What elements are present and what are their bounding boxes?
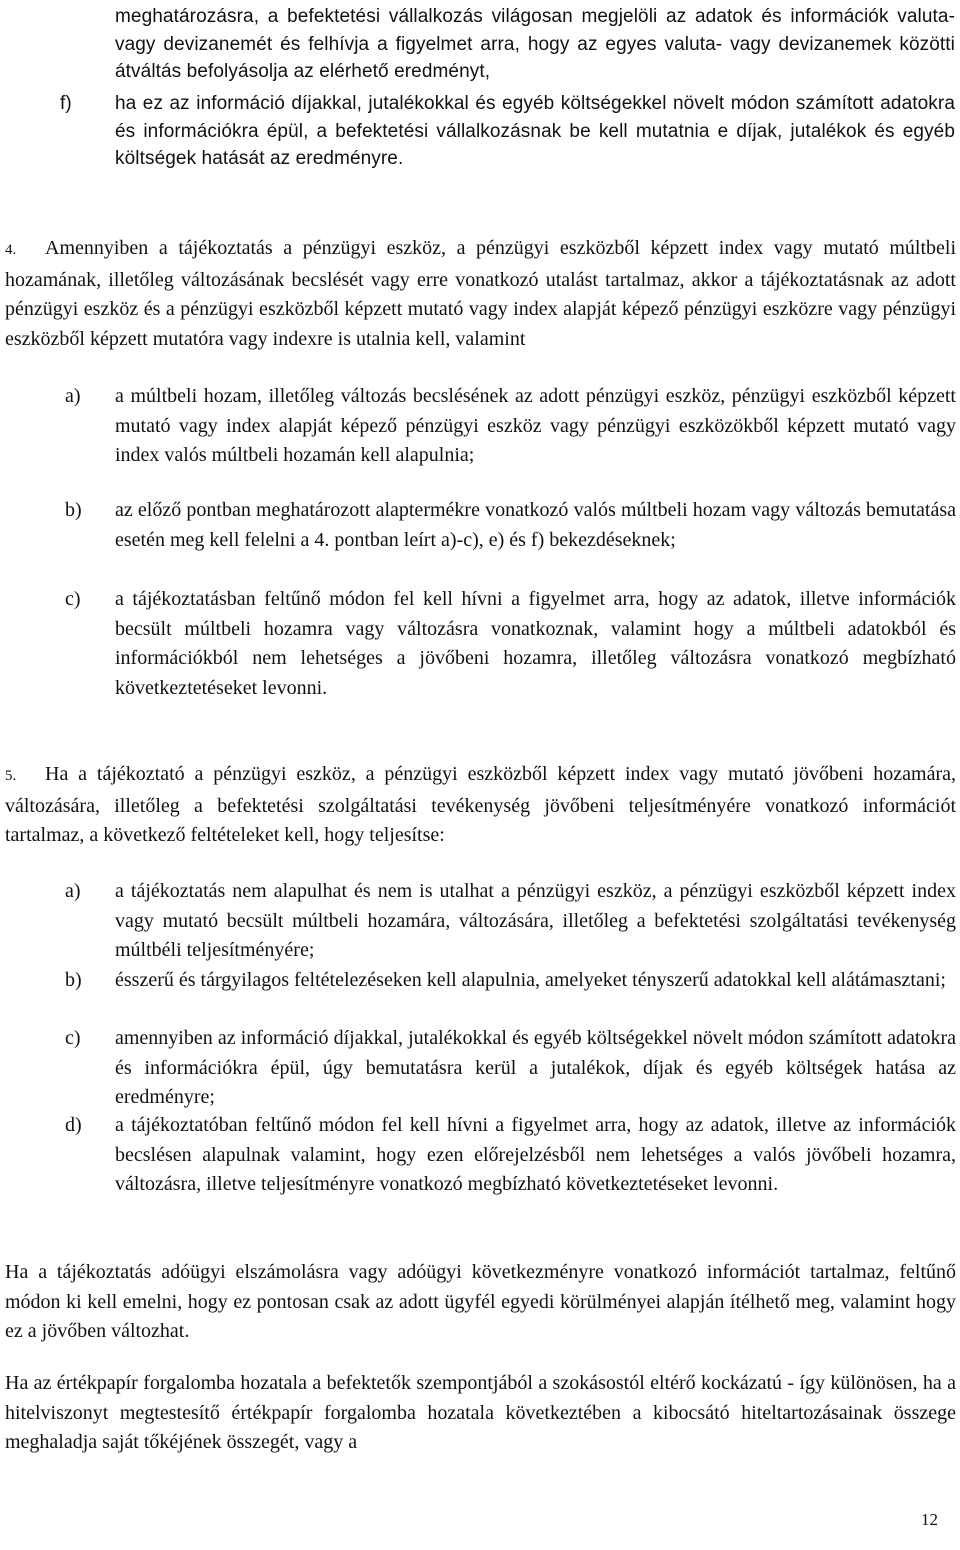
paragraph-text: Ha az értékpapír forgalomba hozatala a befektetők szempontjából a szokásostól eltérő kockázatú - így különösen, ha a hitelviszonyt megtestesítő értékpapír forgalomba hozatala következtében a kibocsátó hiteltartozásainak összege meghaladja saját tőkéjének összegét, vagy a xyxy=(5,1372,956,1454)
section3-continuation-text: meghatározásra, a befektetési vállalkozás világosan megjelöli az adatok és információk valuta- vagy devizanemét és felhívja a figyelmet arra, hogy az egyes valuta- vagy devizanemek közötti átváltás befolyásolja az elérhető eredményt, xyxy=(115,6,955,83)
section4-intro xyxy=(5,234,956,354)
section4-item-c xyxy=(62,585,956,703)
section-intro-text: Ha a tájékoztató a pénzügyi eszköz, a pénzügyi eszközből képzett index vagy mutató jövőbeni hozamára, változására, illetőleg a befektetési szolgáltatási tevékenység jövőbeni teljesítményére vonatkozó információt tartalmaz, a következő feltételeket kell, hogy teljesítse: xyxy=(5,763,956,847)
item-marker: d) xyxy=(65,1114,82,1136)
section5-intro xyxy=(5,760,956,851)
item-marker: b) xyxy=(65,969,82,991)
section-number: 5. xyxy=(5,768,17,784)
section4-item-b xyxy=(62,496,956,555)
item-text: a tájékoztatóban feltűnő módon fel kell hívni a figyelmet arra, hogy az adatok, illetve az információk becslésen alapulnak valamint, hogy ezen előrejelzésből nem lehetséges a valós jövőbeli hozamra, változásra, illetve teljesítményre vonatkozó megbízható következtetéseket levonni. xyxy=(115,1114,956,1196)
section5-item-b xyxy=(62,966,956,996)
item-marker: c) xyxy=(65,1027,81,1049)
item-text: ésszerű és tárgyilagos feltételezéseken kell alapulnia, amelyeket tényszerű adatokkal kell alátámasztani; xyxy=(115,969,946,991)
item-text: ha ez az információ díjakkal, jutalékokkal és egyéb költségekkel növelt módon számított adatokra és információkra épül, a befektetési vállalkozásnak be kell mutatnia e díjak, jutalékok és egyéb költségek hatását az eredményre. xyxy=(115,93,955,170)
section3-continuation xyxy=(115,3,955,86)
item-marker: a) xyxy=(65,880,81,902)
item-marker: a) xyxy=(65,385,81,407)
item-marker: b) xyxy=(65,499,82,521)
section5-item-a xyxy=(62,877,956,966)
item-text: amennyiben az információ díjakkal, jutalékokkal és egyéb költségekkel növelt módon számított adatokra és információkra épül, úgy bemutatásra kerül a jutalékok, díjak és egyéb költségek hatása az eredményre; xyxy=(115,1027,956,1109)
item-text: a múltbeli hozam, illetőleg változás becslésének az adott pénzügyi eszköz, pénzügyi eszközből képzett mutató vagy index alapját képező pénzügyi eszköz vagy pénzügyi eszközökből képzett mutató vagy index valós múltbeli hozamán kell alapulnia; xyxy=(115,385,956,467)
item-text: az előző pontban meghatározott alaptermékre vonatkozó valós múltbeli hozam vagy változás bemutatása esetén meg kell felelni a 4. pontban leírt a)-c), e) és f) bekezdéseknek; xyxy=(115,499,956,551)
item-marker: f) xyxy=(60,93,72,114)
section-number: 4. xyxy=(5,242,17,258)
section5-item-d xyxy=(62,1111,956,1200)
paragraph-tax xyxy=(5,1258,956,1347)
paragraph-text: Ha a tájékoztatás adóügyi elszámolásra vagy adóügyi következményre vonatkozó információt tartalmaz, feltűnő módon ki kell emelni, hogy ez pontosan csak az adott ügyfél egyedi körülményei alapján ítélhető meg, valamint hogy ez a jövőben változhat. xyxy=(5,1261,956,1343)
paragraph-securities xyxy=(5,1369,956,1458)
item-text: a tájékoztatásban feltűnő módon fel kell hívni a figyelmet arra, hogy az adatok, illetve információk becsült múltbeli hozamra vagy változásra vonatkoznak, valamint hogy a múltbeli adatokból és információkból nem lehetséges a jövőbeni hozamra, illetőleg változásra vonatkozó megbízható következtetéseket levonni. xyxy=(115,588,956,699)
section5-item-c xyxy=(62,1024,956,1113)
item-marker: c) xyxy=(65,588,81,610)
section4-item-a xyxy=(62,382,956,471)
page-number: 12 xyxy=(921,1510,938,1529)
section-intro-text: Amennyiben a tájékoztatás a pénzügyi eszköz, a pénzügyi eszközből képzett index vagy mutató múltbeli hozamának, illetőleg változásának becslését vagy erre vonatkozó utalást tartalmaz, akkor a tájékoztatásnak az adott pénzügyi eszköz és a pénzügyi eszközből képzett mutató vagy index alapját képező pénzügyi eszközre vagy pénzügyi eszközből képzett mutatóra vagy indexre is utalnia kell, valamint xyxy=(5,237,956,350)
item-text: a tájékoztatás nem alapulhat és nem is utalhat a pénzügyi eszköz, a pénzügyi eszközből képzett index vagy mutató becsült múltbeli hozamára, változására, illetőleg a befektetési szolgáltatási tevékenység múltbéli teljesítményére; xyxy=(115,880,956,962)
section3-item-f xyxy=(60,90,955,173)
